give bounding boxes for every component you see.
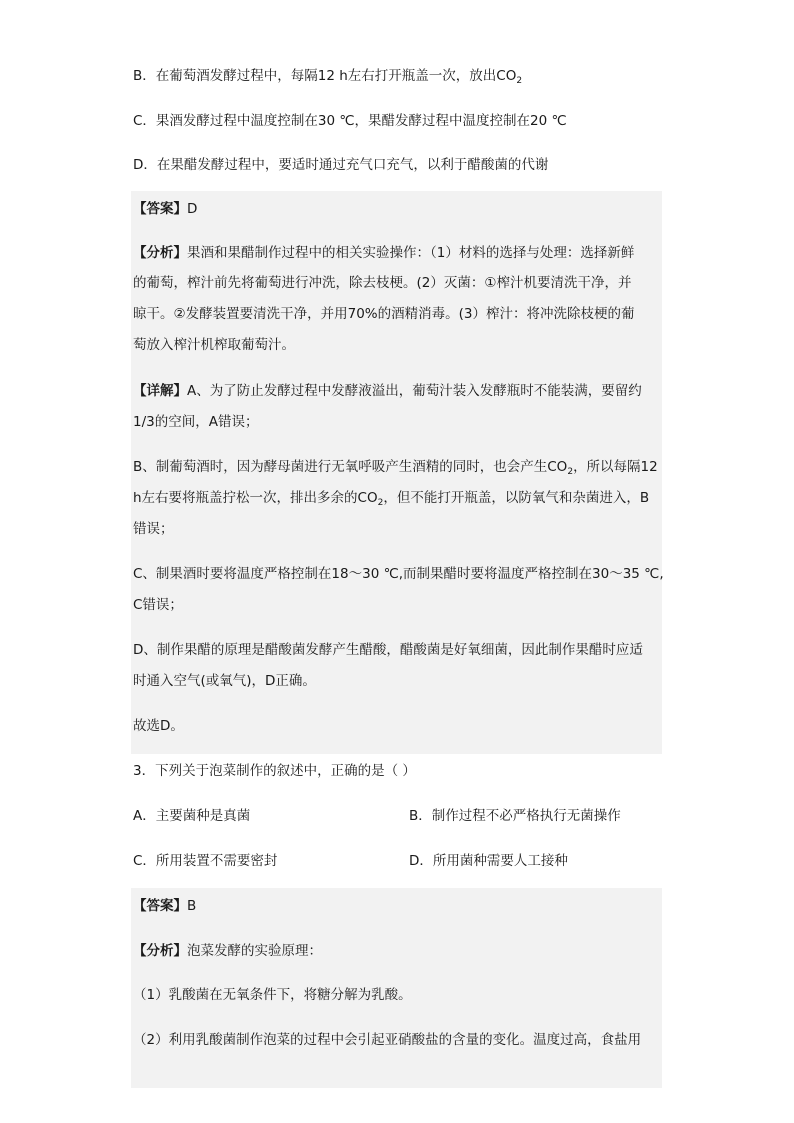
answer-q2 bbox=[133, 199, 197, 219]
question-3-stem: 3．下列关于泡菜制作的叙述中，正确的是（ ） bbox=[133, 763, 416, 779]
answer-tag: 【答案】 bbox=[133, 201, 187, 217]
detail-b-text-post: ，所以每隔12 bbox=[573, 459, 658, 475]
detail-b2-subscript: 2 bbox=[377, 498, 384, 508]
option-b-text: B．在葡萄酒发酵过程中，每隔12 h左右打开瓶盖一次，放出CO bbox=[133, 68, 517, 84]
detail-a-line1 bbox=[133, 381, 642, 401]
analysis-q2-line2: 的葡萄，榨汁前先将葡萄进行冲洗，除去枝梗。(2）灭菌：①榨汁机要清洗干净，并 bbox=[133, 275, 632, 291]
detail-d-line2: 时通入空气(或氧气)，D正确。 bbox=[133, 673, 316, 689]
answer-q3 bbox=[133, 896, 196, 916]
option-b-subscript: 2 bbox=[516, 76, 523, 86]
detail-b2-text-pre: h左右要将瓶盖拧松一次，排出多余的CO bbox=[133, 490, 378, 506]
detail-conclusion: 故选D。 bbox=[133, 718, 184, 734]
detail-c-line2: C错误； bbox=[133, 597, 183, 613]
analysis-q3-text: 泡菜发酵的实验原理： bbox=[187, 943, 322, 959]
answer-q3-value: B bbox=[187, 898, 197, 914]
analysis-q2-line3: 晾干。②发酵装置要清洗干净，并用70%的酒精消毒。(3）榨汁：将冲洗除枝梗的葡 bbox=[133, 306, 635, 322]
analysis-q3-line1 bbox=[133, 941, 322, 961]
option-c: C．果酒发酵过程中温度控制在30 ℃，果醋发酵过程中温度控制在20 ℃ bbox=[133, 113, 567, 129]
question-3-option-a: A．主要菌种是真菌 bbox=[133, 808, 251, 824]
analysis-tag: 【分析】 bbox=[133, 245, 187, 261]
analysis-text: 果酒和果醋制作过程中的相关实验操作：（1）材料的选择与处理：选择新鲜 bbox=[187, 245, 635, 261]
answer-value: D bbox=[187, 201, 198, 217]
question-3-option-d: D．所用菌种需要人工接种 bbox=[409, 853, 568, 869]
analysis-q3-line2: （1）乳酸菌在无氧条件下，将糖分解为乳酸。 bbox=[133, 987, 412, 1003]
detail-b-subscript: 2 bbox=[567, 467, 574, 477]
detail-b2-text-post: ，但不能打开瓶盖，以防氧气和杂菌进入，B bbox=[383, 490, 650, 506]
detail-c-line1: C、制果酒时要将温度严格控制在18～30 ℃,而制果醋时要将温度严格控制在30～35 ℃, bbox=[133, 566, 664, 582]
analysis-q2-line1 bbox=[133, 243, 634, 263]
detail-b-line3: 错误； bbox=[133, 521, 174, 537]
option-d: D．在果醋发酵过程中，要适时通过充气口充气，以利于醋酸菌的代谢 bbox=[133, 157, 549, 173]
detail-d-line1: D、制作果醋的原理是醋酸菌发酵产生醋酸，醋酸菌是好氧细菌，因此制作果醋时应适 bbox=[133, 642, 643, 658]
analysis-q3-tag: 【分析】 bbox=[133, 943, 187, 959]
detail-b-line2 bbox=[133, 488, 649, 508]
detail-a-text: A、为了防止发酵过程中发酵液溢出，葡萄汁装入发酵瓶时不能装满，要留约 bbox=[187, 383, 642, 399]
detail-a-line2: 1/3的空间，A错误； bbox=[133, 414, 259, 430]
question-3-option-c: C．所用装置不需要密封 bbox=[133, 853, 278, 869]
analysis-q3-line3: （2）利用乳酸菌制作泡菜的过程中会引起亚硝酸盐的含量的变化。温度过高，食盐用 bbox=[133, 1032, 642, 1048]
option-b bbox=[133, 66, 522, 86]
detail-tag: 【详解】 bbox=[133, 383, 187, 399]
detail-b-text-pre: B、制葡萄酒时，因为酵母菌进行无氧呼吸产生酒精的同时，也会产生CO bbox=[133, 459, 568, 475]
analysis-q2-line4: 萄放入榨汁机榨取葡萄汁。 bbox=[133, 337, 295, 353]
answer-q3-tag: 【答案】 bbox=[133, 898, 187, 914]
question-3-option-b: B．制作过程不必严格执行无菌操作 bbox=[409, 808, 621, 824]
detail-b-line1 bbox=[133, 457, 658, 477]
